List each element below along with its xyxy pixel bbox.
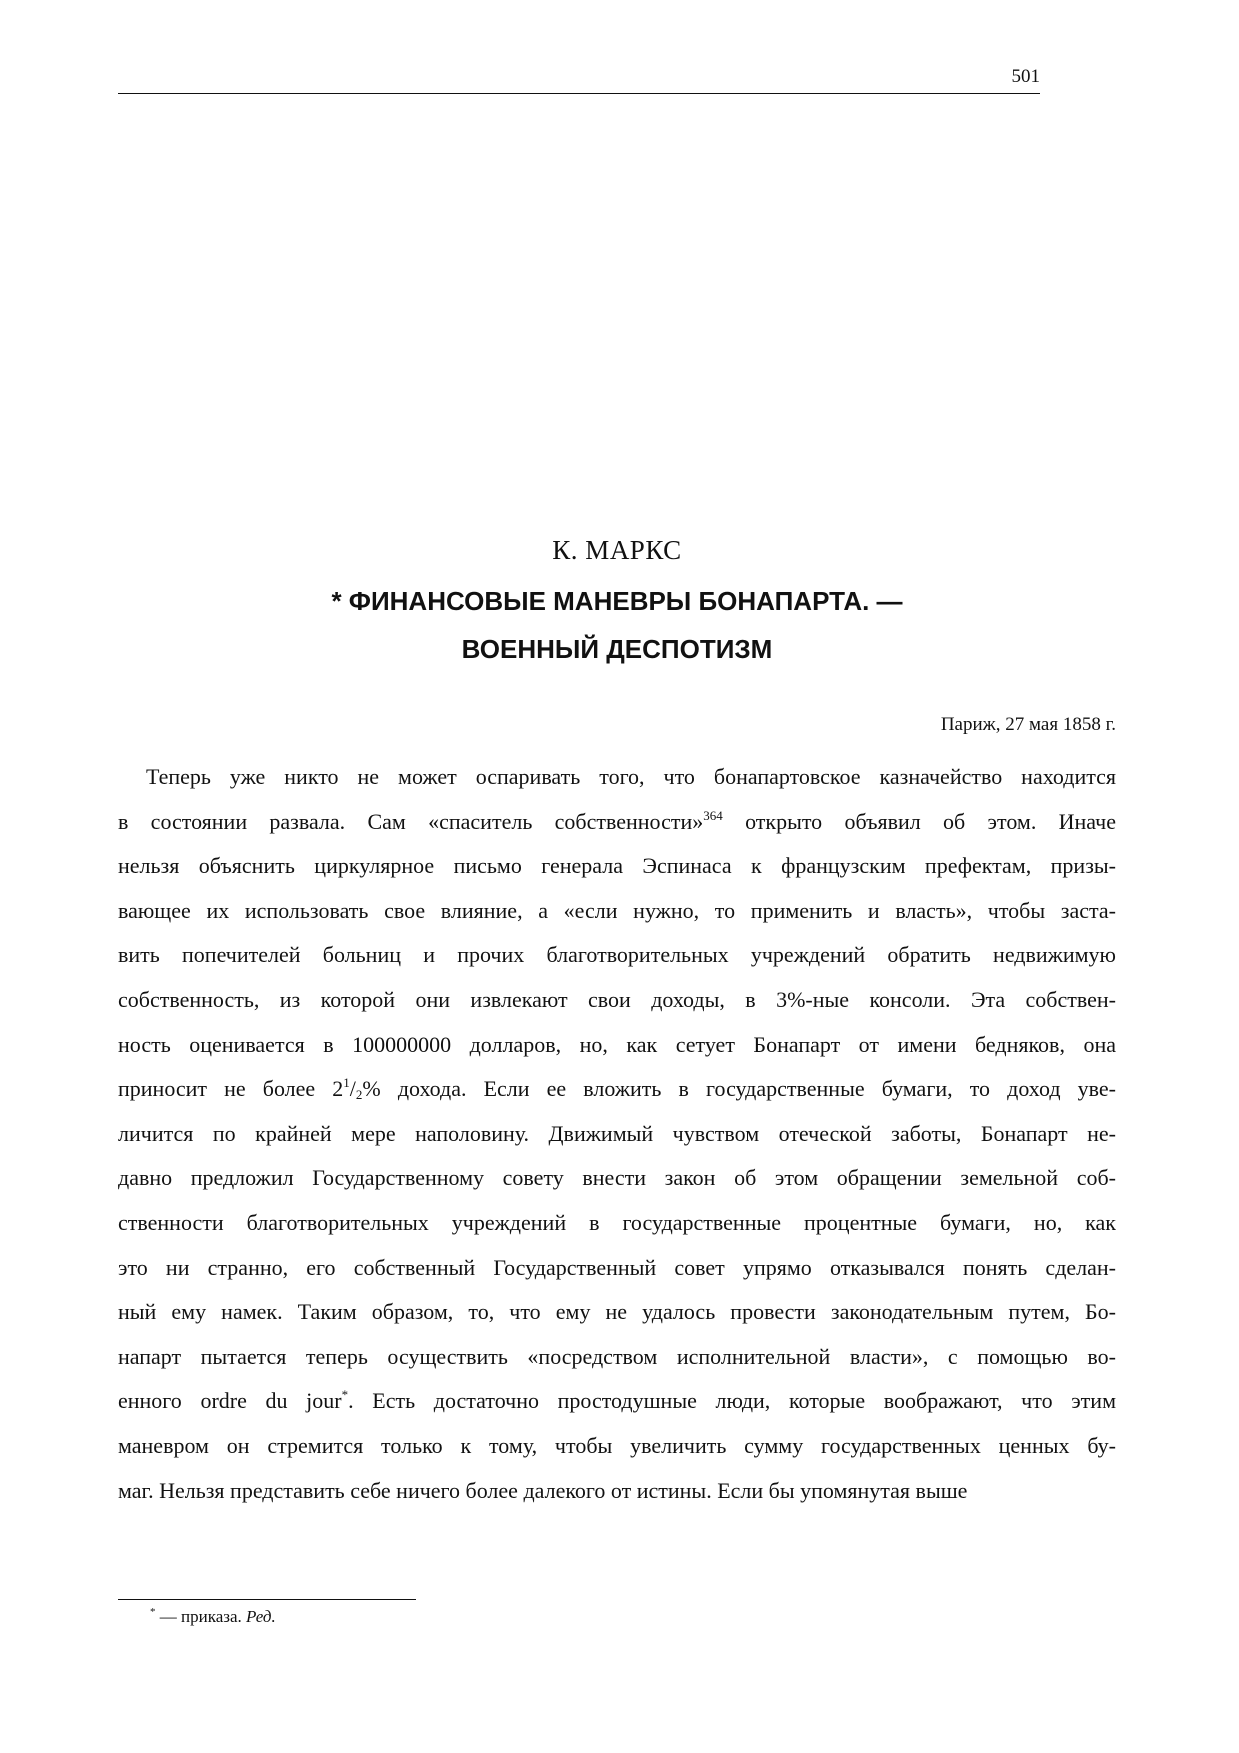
footnote-editor: Ред. bbox=[246, 1607, 276, 1626]
text-line: маневром он стремится только к тому, чтобы увеличить сумму государственных ценных бу- bbox=[118, 1432, 1116, 1458]
text-line: маг. Нельзя представить себе ничего более далекого от истины. Если бы упомянутая выше bbox=[118, 1477, 968, 1503]
text-segment: открыто объявил об этом. Иначе bbox=[722, 808, 1116, 834]
text-segment: приносит не более 2 bbox=[118, 1076, 344, 1102]
text-line: напарт пытается теперь осуществить «посредством исполнительной власти», с помощью во- bbox=[118, 1343, 1116, 1369]
text-line: собственность, из которой они извлекают свои доходы, в 3%-ные консоли. Эта собствен- bbox=[118, 986, 1116, 1012]
footnote-rule bbox=[118, 1599, 416, 1600]
article-title-line-1: * ФИНАНСОВЫЕ МАНЕВРЫ БОНАПАРТА. — bbox=[331, 586, 903, 616]
footnote-reference: * bbox=[341, 1387, 349, 1403]
text-line bbox=[118, 1067, 1116, 1112]
text-line: нельзя объяснить циркулярное письмо генерала Эспинаса к французским префектам, призы- bbox=[118, 853, 1116, 879]
text-line: Теперь уже никто не может оспаривать того, что бонапартовское казначейство находится bbox=[146, 764, 1116, 789]
fraction-numerator: 1 bbox=[343, 1075, 350, 1091]
dateline: Париж, 27 мая 1858 г. bbox=[940, 714, 1116, 735]
text-line: это ни странно, его собственный Государственный совет упрямо отказывался понять сделан- bbox=[118, 1254, 1116, 1280]
text-line: вить попечителей больниц и прочих благотворительных учреждений обратить недвижимую bbox=[118, 942, 1116, 968]
note-reference: 364 bbox=[703, 807, 723, 823]
fraction-slash: / bbox=[349, 1076, 356, 1102]
author: К. МАРКС bbox=[552, 535, 682, 565]
header-rule bbox=[118, 93, 1040, 94]
page-number: 501 bbox=[1011, 66, 1040, 87]
footnote-mark: * bbox=[150, 1606, 156, 1618]
text-line: ный ему намек. Таким образом, то, что ему не удалось провести законодательным путем, Бо- bbox=[118, 1299, 1116, 1325]
text-segment: в состоянии развала. Сам «спаситель собственности» bbox=[118, 808, 704, 834]
text-line: ность оценивается в 100000000 долларов, но, как сетует Бонапарт от имени бедняков, она bbox=[118, 1031, 1116, 1057]
text-line: ственности благотворительных учреждений в государственные процентные бумаги, но, как bbox=[118, 1209, 1116, 1235]
text-line bbox=[118, 800, 1116, 845]
footnote-text: — приказа. bbox=[155, 1607, 247, 1626]
text-line: личится по крайней мере наполовину. Движимый чувством отеческой заботы, Бонапарт не- bbox=[118, 1120, 1116, 1146]
text-segment: % дохода. Если ее вложить в государственные бумаги, то доход уве- bbox=[362, 1076, 1116, 1102]
article-title-line-2: ВОЕННЫЙ ДЕСПОТИЗМ bbox=[461, 634, 773, 664]
text-line: вающее их использовать свое влияние, а «если нужно, то применить и власть», чтобы заста- bbox=[118, 897, 1116, 923]
text-segment: енного ordre du jour bbox=[118, 1388, 342, 1414]
text-line bbox=[118, 1379, 1116, 1424]
footnote bbox=[150, 1602, 276, 1632]
fraction-denominator: 2 bbox=[355, 1087, 363, 1103]
text-segment: . Есть достаточно простодушные люди, которые воображают, что этим bbox=[348, 1388, 1116, 1414]
text-line: давно предложил Государственному совету внести закон об этом обращении земельной соб- bbox=[118, 1165, 1116, 1191]
body-text bbox=[118, 755, 1116, 1513]
